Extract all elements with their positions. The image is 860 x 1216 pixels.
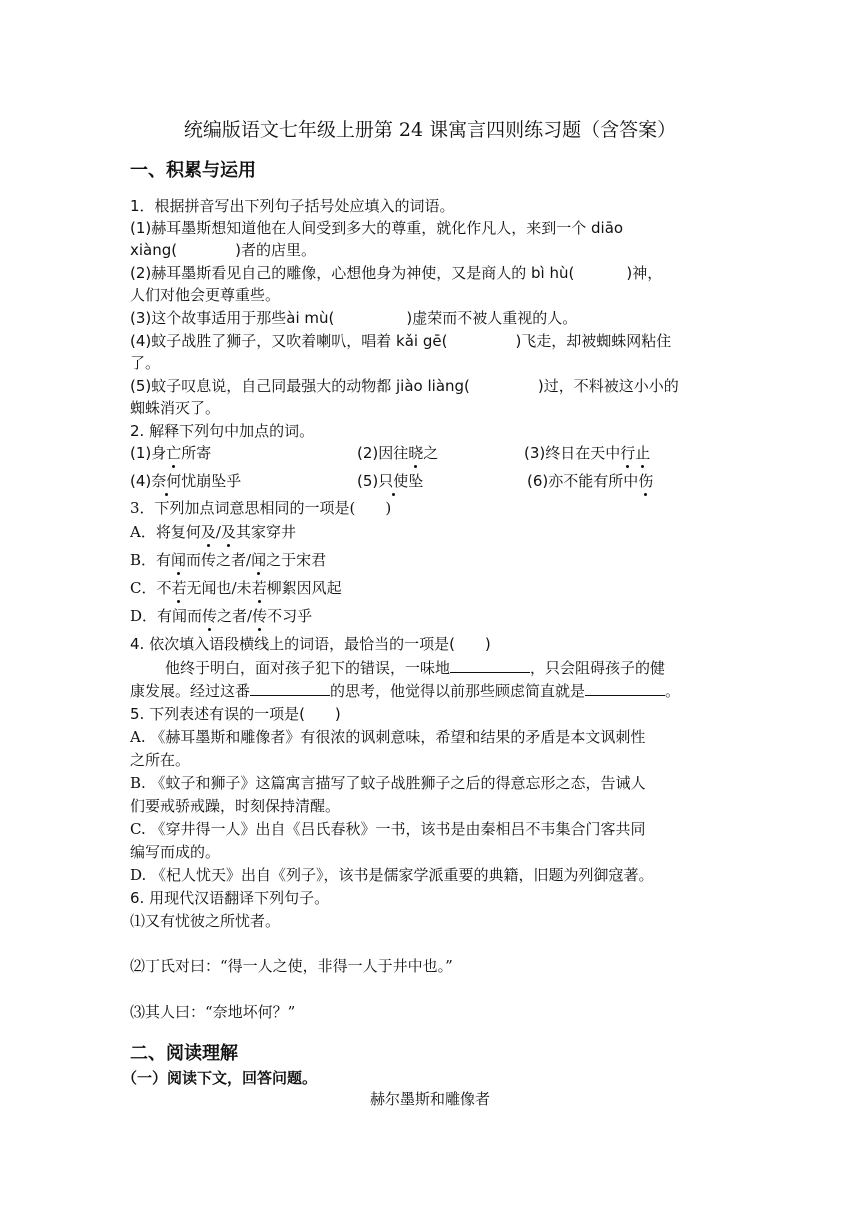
q5-option-a-line1[interactable]: A. 《赫耳墨斯和雕像者》有很浓的讽刺意味，希望和结果的矛盾是本文讽刺性: [130, 728, 646, 746]
q1-s3-text: (3)这个故事适用于那些ài mù(: [130, 309, 335, 327]
q1-s3-tail: )虚荣而不被人重视的人。: [406, 309, 578, 327]
q2-item-3: (3)终日在天中行止: [524, 444, 651, 462]
q1-s2-tail: )神，: [626, 264, 663, 282]
q1-s2-line1: [130, 262, 730, 284]
q6-sentence-2: ⑵丁氏对曰：“得一人之使，非得一人于井中也。”: [130, 957, 453, 975]
q4-blank-3[interactable]: [585, 680, 665, 696]
q2-item-5: (5)只使坠: [357, 472, 424, 490]
q1-s1-pinyin: xiàng(: [130, 241, 178, 259]
q2-item-1: (1)身亡所寄: [130, 444, 212, 462]
q6-sentence-1: ⑴又有忧彼之所忧者。: [130, 912, 281, 930]
q3-stem: 3．下列加点词意思相同的一项是( ): [130, 499, 392, 517]
q1-s5-line1: [130, 375, 730, 397]
q1-s5-tail: )过，不料被这小小的: [537, 377, 679, 395]
q5-option-c-line2: 编写而成的。: [130, 843, 221, 861]
q2-item-2: (2)因往晓之: [357, 444, 439, 462]
q1-s1-tail: )者的店里。: [235, 241, 316, 259]
q5-option-c-line1[interactable]: C. 《穿井得一人》出自《吕氏春秋》一书，该书是由秦相吕不韦集合门客共同: [130, 820, 646, 838]
q4-stem: 4. 依次填入语段横线上的词语，最恰当的一项是( ): [130, 635, 491, 653]
q1-s4-line1: [130, 330, 730, 352]
q1-s3-line: [130, 307, 730, 329]
q4-passage-line1: 他终于明白，面对孩子犯下的错误，一味地 ，只会阻碍孩子的健: [165, 659, 666, 677]
reading-subheading: （一）阅读下文，回答问题。: [122, 1069, 318, 1087]
q1-s5-text: (5)蚊子叹息说，自己同最强大的动物都 jiào liàng(: [130, 377, 470, 395]
q4-passage-line2: 康发展。经过这番 的思考，他觉得以前那些顾虑简直就是 。: [130, 682, 681, 700]
q6-stem: 6. 用现代汉语翻译下列句子。: [130, 889, 330, 907]
q1-s4-tail: )飞走，却被蜘蛛网粘住: [515, 332, 672, 350]
q3-option-c[interactable]: C．不若无闻也/未若柳絮因风起: [130, 579, 342, 597]
q1-s2-text: (2)赫耳墨斯看见自己的雕像，心想他身为神使，又是商人的 bì hù(: [130, 264, 575, 282]
section-heading-reading: 二、阅读理解: [130, 1043, 238, 1064]
q1-s2-line2: 人们对他会更尊重些。: [130, 286, 281, 304]
document-title: 统编版语文七年级上册第 24 课寓言四则练习题（含答案）: [183, 119, 677, 141]
q1-s5-line2: 蜘蛛消灭了。: [130, 399, 221, 417]
q1-s1-line2: [130, 239, 730, 261]
q5-option-a-line2: 之所在。: [130, 751, 191, 769]
q6-sentence-3: ⑶其人曰：“奈地坏何？”: [130, 1003, 296, 1021]
section-heading-accumulation: 一、积累与运用: [130, 160, 256, 181]
q5-option-b-line2: 们要戒骄戒躁，时刻保持清醒。: [130, 797, 341, 815]
q5-stem: 5. 下列表述有误的一项是( ): [130, 705, 341, 723]
q3-option-b[interactable]: B．有闻而传之者/闻之于宋君: [130, 551, 327, 569]
q3-option-d[interactable]: D．有闻而传之者/传不习乎: [130, 607, 313, 625]
q1-s4-line2: 了。: [130, 354, 161, 372]
q1-s4-text: (4)蚊子战胜了狮子，又吹着喇叭，唱着 kǎi gē(: [130, 332, 448, 350]
q2-item-4: (4)奈何忧崩坠乎: [130, 472, 242, 490]
q2-stem: 2. 解释下列句中加点的词。: [130, 422, 315, 440]
article-title: 赫尔墨斯和雕像者: [369, 1090, 490, 1108]
q4-blank-1[interactable]: [450, 657, 530, 673]
q5-option-b-line1[interactable]: B. 《蚊子和狮子》这篇寓言描写了蚊子战胜狮子之后的得意忘形之态，告诫人: [130, 774, 646, 792]
q1-s1-line1: (1)赫耳墨斯想知道他在人间受到多大的尊重，就化作凡人，来到一个 diāo: [130, 219, 624, 237]
q3-option-a[interactable]: A．将复何及/及其家穿井: [130, 523, 296, 541]
q4-blank-2[interactable]: [250, 680, 330, 696]
q1-stem: 1．根据拼音写出下列句子括号处应填入的词语。: [130, 197, 455, 215]
q5-option-d-line1[interactable]: D. 《杞人忧天》出自《列子》，该书是儒家学派重要的典籍，旧题为列御寇著。: [130, 866, 654, 884]
q2-item-6: (6)亦不能有所中伤: [527, 472, 654, 490]
